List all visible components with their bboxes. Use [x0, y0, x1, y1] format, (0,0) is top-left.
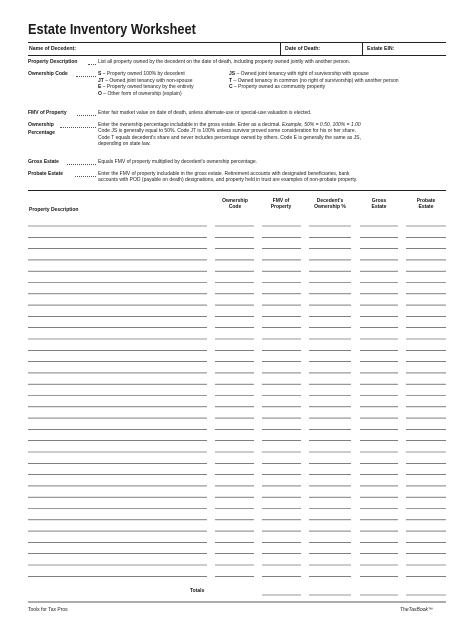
- code-item: JS – Owned joint tenancy with right of survivorship with spouse: [229, 71, 369, 77]
- col-header-property-description: Property Description: [29, 207, 79, 213]
- col-header-ownership-pct: Decedent's Ownership %: [314, 198, 346, 210]
- page-title: Estate Inventory Worksheet: [28, 22, 196, 38]
- definition-text: Enter the FMV of property includable in the gross estate. Retirement accounts with designated beneficiaries, bank accounts with POD (payable on death) designations, and property held in trust are examples of non-probate property.: [98, 171, 358, 184]
- footer-right: TheTaxBook™: [400, 607, 433, 613]
- code-item: JT – Owned joint tenancy with non-spouse: [98, 77, 193, 84]
- footer-left: Tools for Tax Pros: [28, 607, 68, 613]
- term-label: Gross Estate: [28, 159, 59, 165]
- code-item: S – Property owned 100% by decedent: [98, 71, 185, 77]
- term-label: Probate Estate: [28, 171, 64, 177]
- definition-text: Equals FMV of property multiplied by decedent's ownership percentage.: [98, 159, 258, 165]
- col-header-fmv: FMV of Property: [270, 198, 292, 210]
- definition-text: Enter the ownership percentage includable in the gross estate. Enter as a decimal. Example, 50% = 0.50, 100% = 1.00 Code JS is generally equal to 50%. Code JT is 100% unless survivor proved some consideration for his or her share. Code T equals decedent's share and never includes percentage owned by others. Code E is generally the same as JS, depending on state law.: [98, 122, 361, 148]
- col-header-gross-estate: Gross Estate: [371, 198, 387, 210]
- definition-text: List all property owned by the decedent on the date of death, including property owned jointly with another person.: [98, 59, 351, 65]
- estate-ein-label: Estate EIN:: [367, 46, 395, 52]
- term-label: Ownership: [28, 122, 54, 128]
- code-item: O – Other form of ownership (explain): [98, 90, 182, 97]
- code-item: C – Property owned as community property: [229, 84, 326, 90]
- col-header-ownership-code: Ownership Code: [222, 198, 248, 210]
- term-label: Ownership Code: [28, 71, 68, 77]
- totals-label: Totals: [190, 588, 205, 594]
- code-item: E – Property owned tenancy by the entirety: [98, 84, 194, 90]
- decedent-name-label: Name of Decedent:: [29, 46, 76, 52]
- definition-text: Enter fair market value on date of death, unless alternate-use or special-use valuation is elected.: [98, 110, 312, 116]
- col-header-probate-estate: Probate Estate: [416, 198, 436, 210]
- term-label: FMV of Property: [28, 110, 67, 116]
- date-of-death-label: Date of Death:: [285, 46, 321, 52]
- term-label: Property Description: [28, 59, 78, 65]
- term-label: Percentage: [28, 129, 55, 136]
- code-item: T – Owned tenancy in common (no right of survivorship) with another person: [229, 77, 399, 84]
